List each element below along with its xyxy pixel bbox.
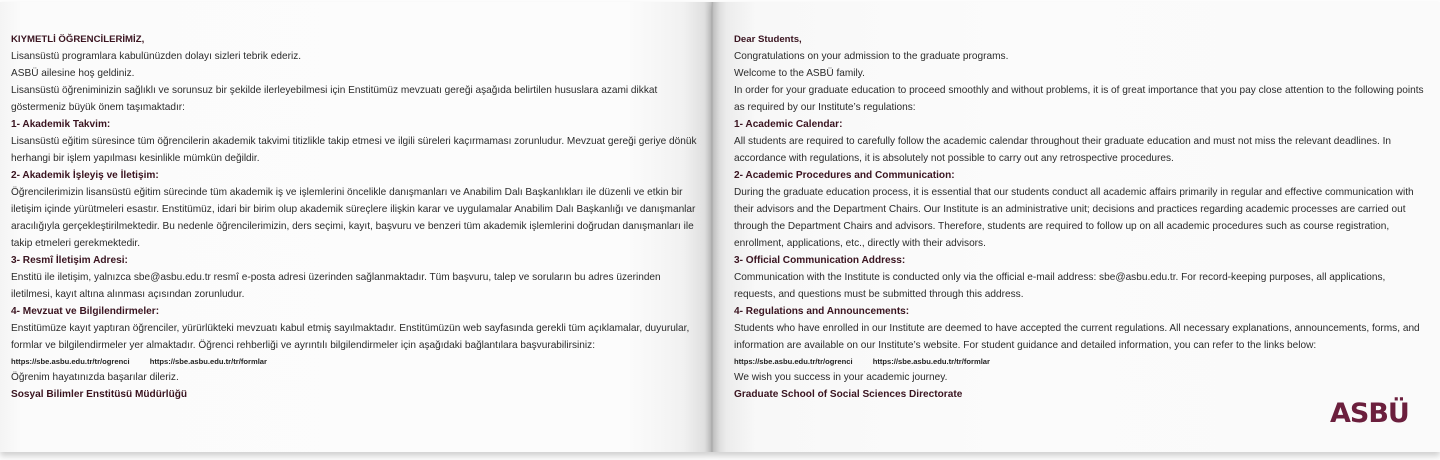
english-intro-3: In order for your graduate education to proceed smoothly and without problems, it is of great importance that you pay close attention to the following points as required by our Institute’s regulations:	[734, 85, 1424, 113]
turkish-section-1-heading: 1- Akademik Takvim:	[11, 119, 111, 130]
turkish-intro-3: Lisansüstü öğreniminizin sağlıklı ve sorunsuz bir şekilde ilerleyebilmesi için Enstitümüz mevzuatı gereği aşağıda belirtilen hususlara azami dikkat göstermeniz büyük önem taşımaktadır:	[11, 85, 658, 113]
turkish-section-1-body: Lisansüstü eğitim süresince tüm öğrencilerin akademik takvimi titizlikle takip etmesi ve ilgili süreleri kaçırmaması zorunludur. Mevzuat gereği geriye dönük herhangi bir işlem yapılması kesinlikle mümkün değildir.	[11, 136, 697, 164]
turkish-section-4-heading: 4- Mevzuat ve Bilgilendirmeler:	[11, 306, 160, 317]
turkish-intro-2: ASBÜ ailesine hoş geldiniz.	[11, 68, 135, 79]
english-intro-1: Congratulations on your admission to the graduate programs.	[734, 51, 1009, 62]
english-letter	[734, 31, 1424, 403]
english-section-4-heading: 4- Regulations and Announcements:	[734, 306, 910, 317]
english-links	[734, 354, 1424, 369]
turkish-section-4-body: Enstitümüze kayıt yaptıran öğrenciler, yürürlükteki mevzuatı kabul etmiş sayılmaktadır. Enstitümüzün web sayfasında gerekli tüm açıklamalar, duyurular, formlar ve bilgilendirmeler yer almaktadır. Öğrenci rehberliği ve ayrıntılı bilgilendirmeler için aşağıdaki bağlantılara başvurabilirsiniz:	[11, 323, 690, 351]
turkish-section-2-body: Öğrencilerimizin lisansüstü eğitim sürecinde tüm akademik iş ve işlemlerini öncelikle danışmanları ve Anabilim Dalı Başkanlıkları ile düzenli ve etkin bir iletişim içinde yürütmeleri esastır. Enstitümüz, idari bir birim olup akademik süreçlere ilişkin karar ve uygulamalar Anabilim Dalı Başkanlığı ve danışmanlar aracılığıyla gerçekleştirilmektedir. Bu nedenle öğrencilerimizin, ders seçimi, kayıt, başvuru ve benzeri tüm akademik işlemlerini doğrudan danışmanları ile takip etmeleri gerekmektedir.	[11, 187, 696, 249]
english-section-1-body: All students are required to carefully follow the academic calendar throughout their graduate education and must not miss the relevant deadlines. In accordance with regulations, it is absolutely not possible to carry out any retrospective procedures.	[734, 136, 1392, 164]
english-section-2-heading: 2- Academic Procedures and Communication:	[734, 170, 955, 181]
english-section-3-body: Communication with the Institute is conducted only via the official e-mail address: sbe@asbu.edu.tr. For record-keeping purposes, all applications, requests, and questions must be submitted through this address.	[734, 272, 1386, 300]
english-closing: We wish you success in your academic journey.	[734, 372, 948, 383]
turkish-links	[11, 354, 701, 369]
english-signature: Graduate School of Social Sciences Directorate	[734, 389, 963, 400]
english-section-3-heading: 3- Official Communication Address:	[734, 255, 906, 266]
turkish-letter	[11, 31, 701, 403]
turkish-salutation: KIYMETLİ ÖĞRENCİLERİMİZ,	[11, 34, 145, 45]
turkish-section-3-heading: 3- Resmî İletişim Adresi:	[11, 255, 128, 266]
turkish-link-formlar[interactable]: https://sbe.asbu.edu.tr/tr/formlar	[149, 357, 267, 366]
turkish-section-2-heading: 2- Akademik İşleyiş ve İletişim:	[11, 170, 159, 181]
english-link-formlar[interactable]: https://sbe.asbu.edu.tr/tr/formlar	[872, 357, 990, 366]
english-section-1-heading: 1- Academic Calendar:	[734, 119, 843, 130]
book-gutter-shadow	[704, 2, 720, 452]
turkish-signature: Sosyal Bilimler Enstitüsü Müdürlüğü	[11, 389, 188, 400]
english-link-ogrenci[interactable]: https://sbe.asbu.edu.tr/tr/ogrenci	[734, 357, 853, 366]
turkish-closing: Öğrenim hayatınızda başarılar dileriz.	[11, 372, 179, 383]
english-intro-2: Welcome to the ASBÜ family.	[734, 68, 865, 79]
turkish-intro-1: Lisansüstü programlara kabulünüzden dolayı sizleri tebrik ederiz.	[11, 51, 302, 62]
english-section-4-body: Students who have enrolled in our Institute are deemed to have accepted the current regulations. All necessary explanations, announcements, forms, and information are available on our Institute’s website. For student guidance and detailed information, you can refer to the links below:	[734, 323, 1420, 351]
english-salutation: Dear Students,	[734, 34, 802, 45]
asbu-logo: ASBÜ	[1330, 398, 1409, 429]
english-section-2-body: During the graduate education process, it is essential that our students conduct all academic affairs primarily in regular and effective communication with their advisors and the Department Chairs. Our Institute is an administrative unit; decisions and practices regarding academic processes are carried out through the Department Chairs and advisors. Therefore, students are required to follow up on all academic procedures such as course registration, enrollment, applications, etc., directly with their advisors.	[734, 187, 1414, 249]
turkish-section-3-body: Enstitü ile iletişim, yalnızca sbe@asbu.edu.tr resmî e-posta adresi üzerinden sağlanmaktadır. Tüm başvuru, talep ve soruların bu adres üzerinden iletilmesi, kayıt altına alınması açısından zorunludur.	[11, 272, 661, 300]
turkish-link-ogrenci[interactable]: https://sbe.asbu.edu.tr/tr/ogrenci	[11, 357, 130, 366]
